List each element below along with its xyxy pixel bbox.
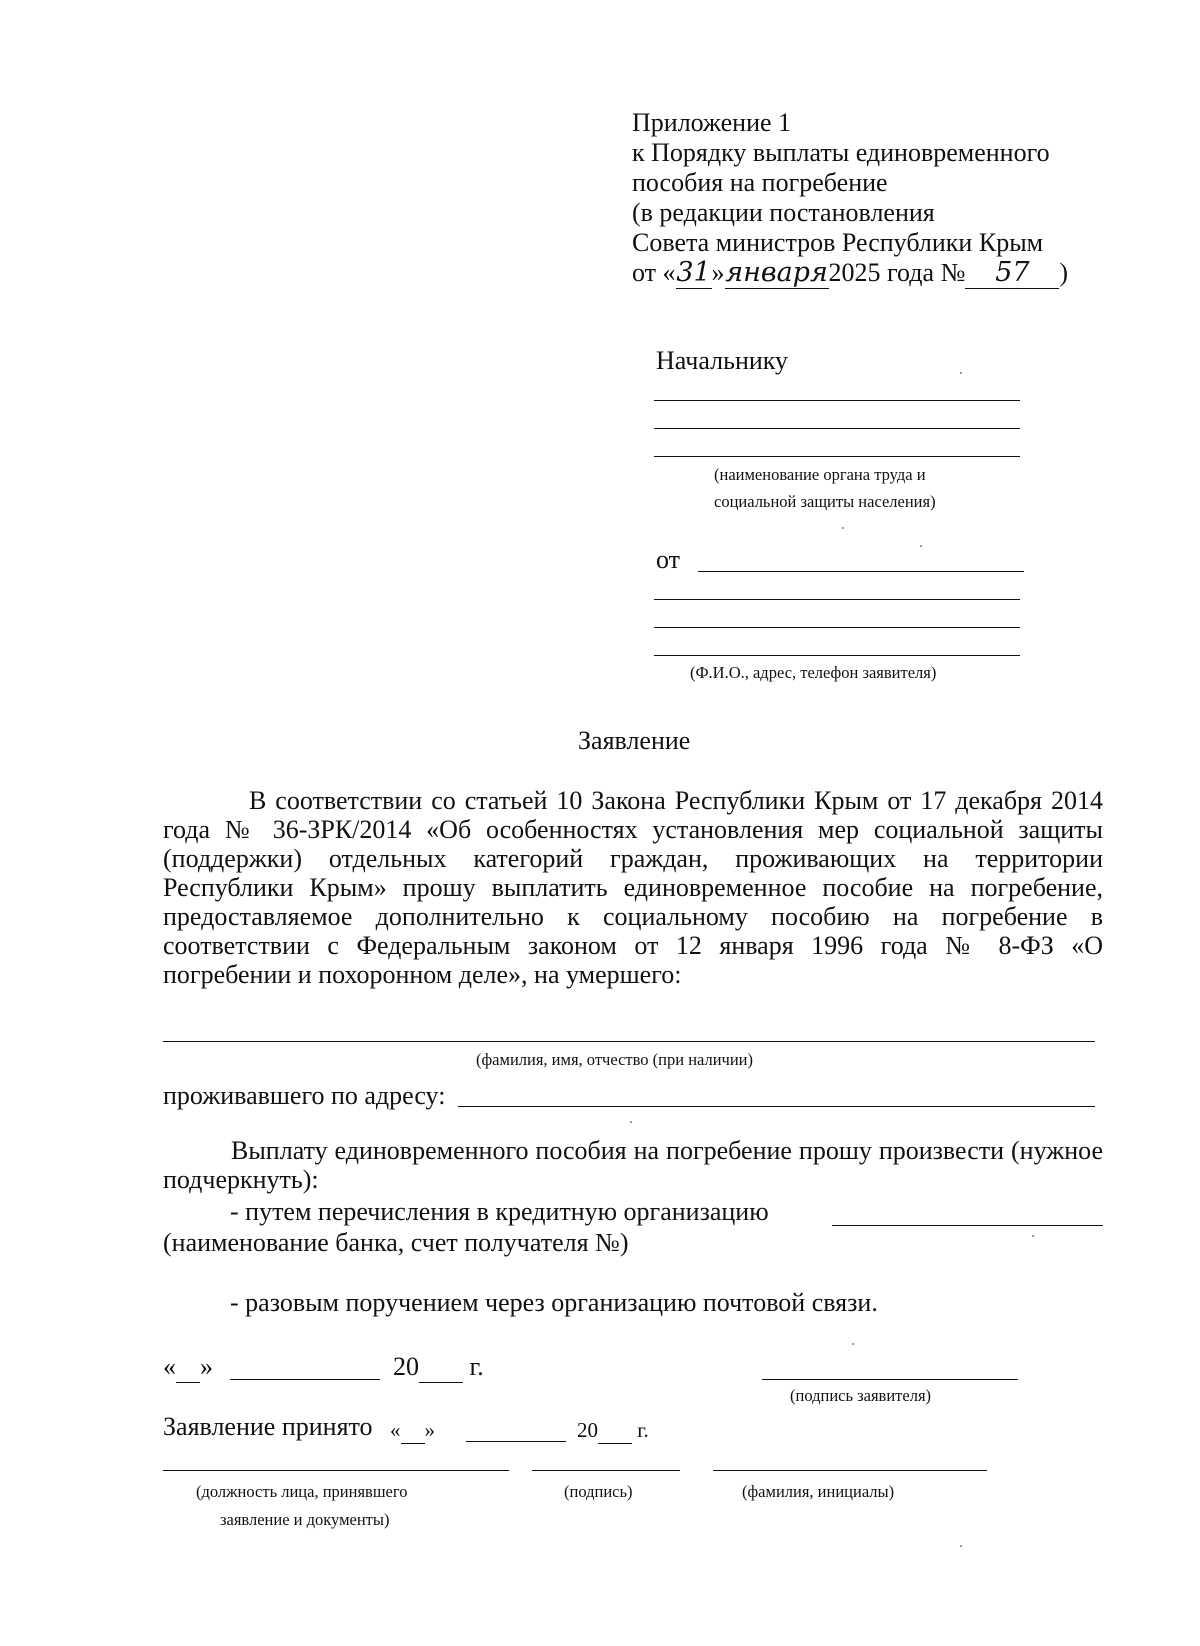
- scan-speck: [630, 1121, 632, 1123]
- handwritten-doc-number: 57: [965, 258, 1059, 289]
- date-year-text: 2025 года №: [828, 258, 966, 287]
- scan-speck: [960, 1545, 962, 1547]
- accepted-signature-blank[interactable]: [532, 1470, 680, 1471]
- handwritten-month: января: [725, 257, 828, 288]
- bank-blank[interactable]: [832, 1225, 1103, 1226]
- addressee-blank-2[interactable]: [654, 428, 1020, 429]
- addressee-caption-1: (наименование органа труда и: [714, 465, 926, 484]
- statement-title: Заявление: [578, 726, 691, 755]
- accepted-label: Заявление принято: [163, 1412, 373, 1441]
- applicant-year-blank[interactable]: [419, 1352, 463, 1383]
- applicant-month-blank[interactable]: [230, 1379, 380, 1380]
- address-label: проживавшего по адресу:: [163, 1081, 446, 1110]
- deceased-caption: (фамилия, имя, отчество (при наличии): [476, 1050, 754, 1069]
- appendix-line-4: (в редакции постановления: [632, 198, 935, 227]
- applicant-signature-blank[interactable]: [762, 1379, 1018, 1380]
- scan-speck: [1032, 1235, 1034, 1237]
- applicant-blank-4[interactable]: [654, 655, 1020, 656]
- addressee-title: Начальнику: [656, 346, 789, 375]
- addressee-blank-3[interactable]: [654, 456, 1020, 457]
- appendix-header: [632, 108, 1068, 289]
- accepted-position-caption-1: (должность лица, принявшего: [196, 1482, 408, 1501]
- appendix-date-line: [632, 258, 1068, 289]
- applicant-blank-3[interactable]: [654, 627, 1020, 628]
- accepted-position-caption-2: заявление и документы): [220, 1510, 390, 1529]
- scan-speck: [920, 545, 922, 547]
- applicant-caption: (Ф.И.О., адрес, телефон заявителя): [690, 663, 937, 682]
- deceased-name-blank[interactable]: [163, 1041, 1095, 1042]
- applicant-signature-caption: (подпись заявителя): [790, 1386, 932, 1405]
- appendix-line-1: Приложение 1: [632, 108, 792, 137]
- appendix-line-2: к Порядку выплаты единовременного: [632, 138, 1050, 167]
- from-label: от: [656, 545, 681, 574]
- accepted-year: 20 г.: [577, 1418, 649, 1442]
- applicant-date: « »: [163, 1352, 213, 1381]
- date-prefix: от «: [632, 258, 676, 287]
- accepted-name-caption: (фамилия, инициалы): [742, 1482, 895, 1501]
- option-post: - разовым поручением через организацию почтовой связи.: [230, 1288, 878, 1317]
- addressee-blank-1[interactable]: [654, 400, 1020, 401]
- applicant-blank-2[interactable]: [654, 599, 1020, 600]
- scan-speck: [960, 372, 962, 374]
- address-blank[interactable]: [458, 1106, 1095, 1107]
- option-bank-caption: (наименование банка, счет получателя №): [163, 1228, 629, 1257]
- applicant-blank-1[interactable]: [698, 571, 1024, 572]
- accepted-year-blank[interactable]: [598, 1418, 632, 1444]
- accepted-day-blank[interactable]: [401, 1418, 425, 1444]
- close-paren: ): [1059, 258, 1069, 287]
- scan-speck: [852, 1343, 854, 1345]
- appendix-line-3: пособия на погребение: [632, 168, 888, 197]
- date-mid: »: [711, 258, 725, 287]
- statement-paragraph: В соответствии со статьей 10 Закона Республики Крым от 17 декабря 2014 года № 36-ЗРК/2014 «Об особенностях установления мер социальной защиты (поддержки) отдельных категорий граждан, проживающих на территории Республики Крым» прошу выплатить единовременное пособие на погребение, предоставляемое дополнительно к социальному пособию на погребение в соответствии с Федеральным законом от 12 января 1996 года № 8-ФЗ «О погребении и похоронном деле», на умершего:: [163, 786, 1103, 989]
- accepted-month-blank[interactable]: [466, 1441, 566, 1442]
- accepted-name-blank[interactable]: [713, 1470, 987, 1471]
- accepted-date: « »: [390, 1418, 435, 1442]
- accepted-signature-caption: (подпись): [564, 1482, 633, 1501]
- applicant-day-blank[interactable]: [176, 1352, 200, 1383]
- applicant-year: 20 г.: [393, 1352, 484, 1381]
- appendix-line-5: Совета министров Республики Крым: [632, 228, 1044, 257]
- scan-speck: [842, 527, 844, 529]
- addressee-caption-2: социальной защиты населения): [714, 492, 936, 511]
- handwritten-day: 31: [676, 257, 711, 288]
- option-bank: - путем перечисления в кредитную организацию: [230, 1197, 769, 1226]
- accepted-position-blank[interactable]: [163, 1470, 509, 1471]
- payment-paragraph: Выплату единовременного пособия на погребение прошу произвести (нужное подчеркнуть):: [163, 1136, 1103, 1194]
